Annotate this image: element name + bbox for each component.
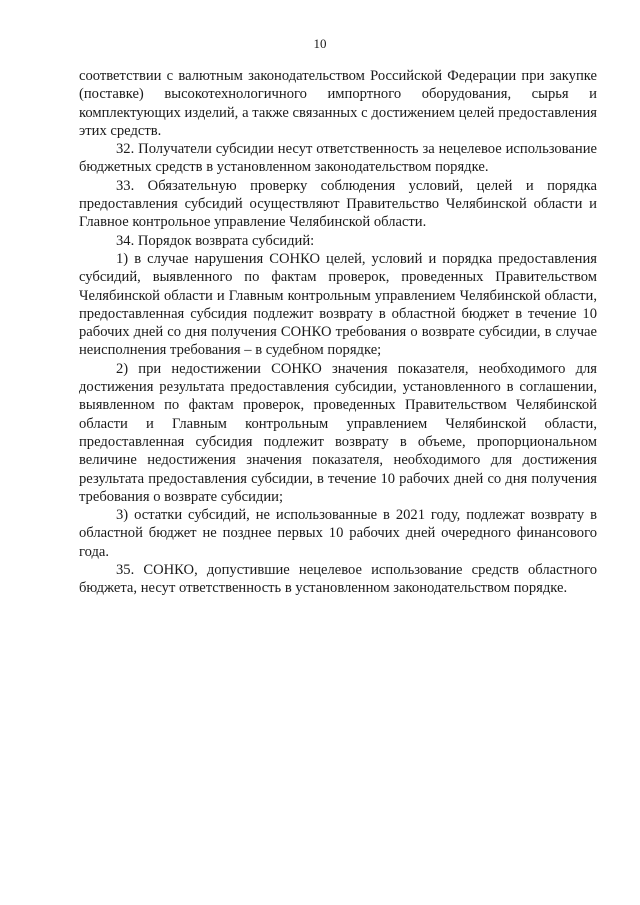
page-number: 10 [313,36,327,51]
paragraph-33: 33. Обязательную проверку соблюдения условий, целей и порядка предоставления субсидий осуществляют Правительство Челябинской области и Главное контрольное управление Челябинской области. [79,177,597,231]
paragraph-32: 32. Получатели субсидии несут ответственность за нецелевое использование бюджетных средств в установленном законодательством порядке. [79,141,597,176]
document-body [79,67,597,598]
paragraph-34-item-3: 3) остатки субсидий, не использованные в 2021 году, подлежат возврату в областной бюджет не позднее первых 10 рабочих дней очередного финансового года. [79,507,597,560]
paragraph-34: 34. Порядок возврата субсидий: [116,232,315,249]
paragraph-34-item-2: 2) при недостижении СОНКО значения показателя, необходимого для достижения результата предоставления субсидии, установленного в соглашении, выявленном по фактам проверок, проведенных Правительством Челябинской области и Главным контрольным управлением Челябинской области, предоставленная субсидия подлежит возврату в объеме, пропорциональном величине недостижения значения показателя, необходимого для достижения результата предоставления субсидии, в течение 10 рабочих дней со дня получения требования о возврате субсидии; [79,360,597,505]
paragraph-34-item-1: 1) в случае нарушения СОНКО целей, условий и порядка предоставления субсидий, выявленного по фактам проверок, проведенных Правительством Челябинской области и Главным контрольным управлением Челябинской области, предоставленная субсидия подлежит возврату в областной бюджет в течение 10 рабочих дней со дня получения СОНКО требования о возврате субсидии, в случае неисполнения требования – в судебном порядке; [79,250,597,359]
paragraph-35: 35. СОНКО, допустившие нецелевое использование средств областного бюджета, несут ответственность в установленном законодательством порядке. [79,562,597,597]
paragraph-continuation: соответствии с валютным законодательством Российской Федерации при закупке (поставке) высокотехнологичного импортного оборудования, сырья и комплектующих изделий, а также связанных с достижением целей предоставления этих средств. [79,68,597,139]
